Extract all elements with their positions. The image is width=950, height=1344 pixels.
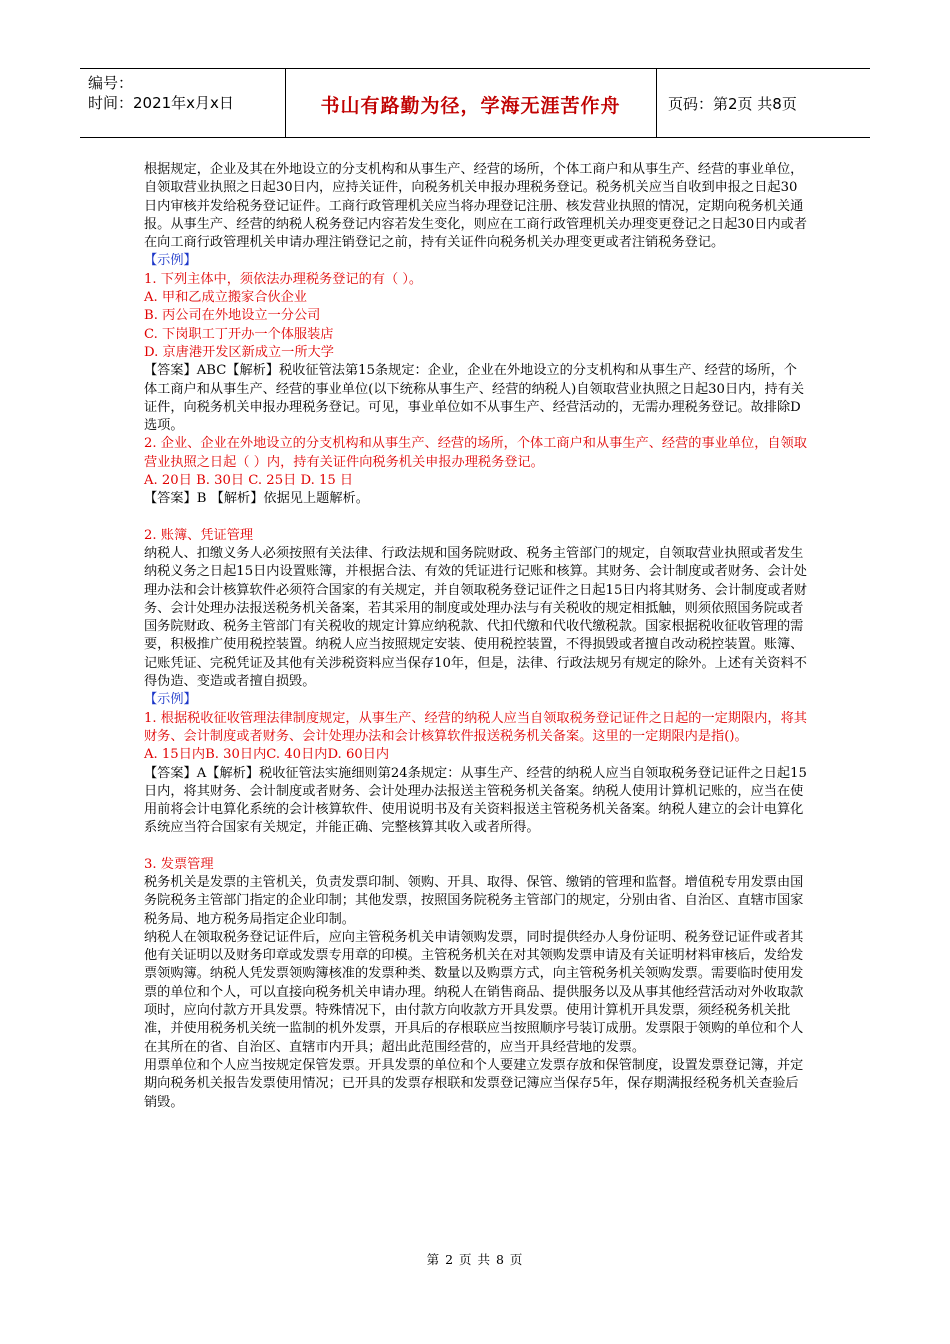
paragraph: 税务机关是发票的主管机关，负责发票印制、领购、开具、取得、保管、缴销的管理和监督。增值税专用发票由国务院税务主管部门指定的企业印制；其他发票，按照国务院税务主管部门的规定，分别由省、自治区、直辖市国家税务局、地方税务局指定企业印制。 <box>144 874 804 927</box>
header-date: 时间：2021年x月x日 <box>88 94 234 112</box>
paragraph: 纳税人在领取税务登记证件后，应向主管税务机关申请领购发票，同时提供经办人身份证明、税务登记证件或者其他有关证明以及财务印章或发票专用章的印模。主管税务机关在对其领购发票申请及有关证明材料审核后，发给发票领购簿。纳税人凭发票领购簿核准的发票种类、数量以及购票方式，向主管税务机关领购发票。需要临时使用发票的单位和个人，可以直接向税务机关申请办理。纳税人在销售商品、提供服务以及从事其他经营活动对外收取款项时，应向付款方开具发票。特殊情况下，由付款方向收款方开具发票。使用计算机开具发票，须经税务机关批准，并使用税务机关统一监制的机外发票，开具后的存根联应当按照顺序号装订成册。发票限于领购的单位和个人在其所在的省、自治区、直辖市内开具；超出此范围经营的，应当开具经营地的发票。 <box>144 929 804 1055</box>
option: D. 京唐港开发区新成立一所大学 <box>144 344 334 360</box>
spacer <box>144 838 809 856</box>
header-divider <box>656 69 657 137</box>
options: A. 15日内B. 30日内C. 40日内D. 60日内 <box>144 747 390 763</box>
page-header <box>80 68 870 138</box>
paragraph: 纳税人、扣缴义务人必须按照有关法律、行政法规和国务院财政、税务主管部门的规定，自领取营业执照或者发生纳税义务之日起15日内设置账簿，并根据合法、有效的凭证进行记账和核算。其财务、会计制度或者财务、会计处理办法和会计核算软件必须符合国家的有关规定，并自领取税务登记证件之日起15日内将其财务、会计制度或者财务、会计处理办法报送税务机关备案，若其采用的制度或处理办法与有关税收的规定相抵触，则须依照国务院或者国务院财政、税务主管部门有关税收的规定计算应纳税款、代扣代缴和代收代缴税款。国家根据税收征收管理的需要，积极推广使用税控装置。纳税人应当按照规定安装、使用税控装置，不得损毁或者擅自改动税控装置。账簿、记账凭证、完税凭证及其他有关涉税资料应当保存10年，但是，法律、行政法规另有规定的除外。上述有关资料不得伪造、变造或者擅自损毁。 <box>144 545 807 690</box>
answer: 【答案】B 【解析】依据见上题解析。 <box>144 491 369 507</box>
answer: 【答案】A【解析】税收征管法实施细则第24条规定：从事生产、经营的纳税人应当自领取税务登记证件之日起15日内，将其财务、会计制度或者财务、会计处理办法报送主管税务机关备案。纳税人使用计算机记账的，应当在使用前将会计电算化系统的会计核算软件、使用说明书及有关资料报送主管税务机关备案。纳税人建立的会计电算化系统应当符合国家有关规定，并能正确、完整核算其收入或者所得。 <box>144 765 807 836</box>
option: B. 丙公司在外地设立一分公司 <box>144 308 321 324</box>
options: A. 20日 B. 30日 C. 25日 D. 15 日 <box>144 473 354 489</box>
section-title: 3. 发票管理 <box>144 856 214 872</box>
question: 1. 下列主体中，须依法办理税务登记的有（ ）。 <box>144 271 423 287</box>
header-page-number: 页码：第2页 共8页 <box>668 95 797 113</box>
spacer <box>144 509 809 527</box>
paragraph: 根据规定，企业及其在外地设立的分支机构和从事生产、经营的场所，个体工商户和从事生产、经营的事业单位，自领取营业执照之日起30日内，应持关证件，向税务机关申报办理税务登记。税务机关应当自收到申报之日起30日内审核并发给税务登记证件。工商行政管理机关应当将办理登记注册、核发营业执照的情况，定期向税务机关通报。从事生产、经营的纳税人税务登记内容若发生变化，则应在工商行政管理机关办理变更登记之日起30日内或者在向工商行政管理机关申请办理注销登记之前，持有关证件向税务机关办理变更或者注销税务登记。 <box>144 162 807 251</box>
page-footer: 第 2 页 共 8 页 <box>426 1252 524 1267</box>
answer: 【答案】ABC【解析】税收征管法第15条规定：企业，企业在外地设立的分支机构和从事生产、经营的场所，个体工商户和从事生产、经营的事业单位(以下统称从事生产、经营的纳税人)自领取营业执照之日起30日内，持有关证件，向税务机关申报办理税务登记。可见，事业单位如不从事生产、经营活动的，无需办理税务登记。故排除D选项。 <box>144 363 805 434</box>
document-body <box>144 161 809 1112</box>
section-title: 2. 账簿、凭证管理 <box>144 527 254 543</box>
header-number: 编号： <box>88 74 134 92</box>
question: 1. 根据税收征收管理法律制度规定，从事生产、经营的纳税人应当自领取税务登记证件之日起的一定期限内，将其财务、会计制度或者财务、会计处理办法和会计核算软件报送税务机关备案。这里的一定期限内是指()。 <box>144 710 807 744</box>
paragraph: 用票单位和个人应当按规定保管发票。开具发票的单位和个人要建立发票存放和保管制度，设置发票登记簿，并定期向税务机关报告发票使用情况；已开具的发票存根联和发票登记簿应当保存5年，保存期满报经税务机关查验后销毁。 <box>144 1057 804 1110</box>
example-label: 【示例】 <box>144 692 197 708</box>
example-label: 【示例】 <box>144 253 197 269</box>
header-meta <box>88 73 234 113</box>
question: 2. 企业、企业在外地设立的分支机构和从事生产、经营的场所，个体工商户和从事生产、经营的事业单位，自领取营业执照之日起（ ）内，持有关证件向税务机关申报办理税务登记。 <box>144 436 807 470</box>
option: A. 甲和乙成立搬家合伙企业 <box>144 290 307 306</box>
option: C. 下岗职工丁开办一个体服装店 <box>144 326 334 342</box>
header-motto: 书山有路勤为径，学海无涯苦作舟 <box>320 95 621 117</box>
